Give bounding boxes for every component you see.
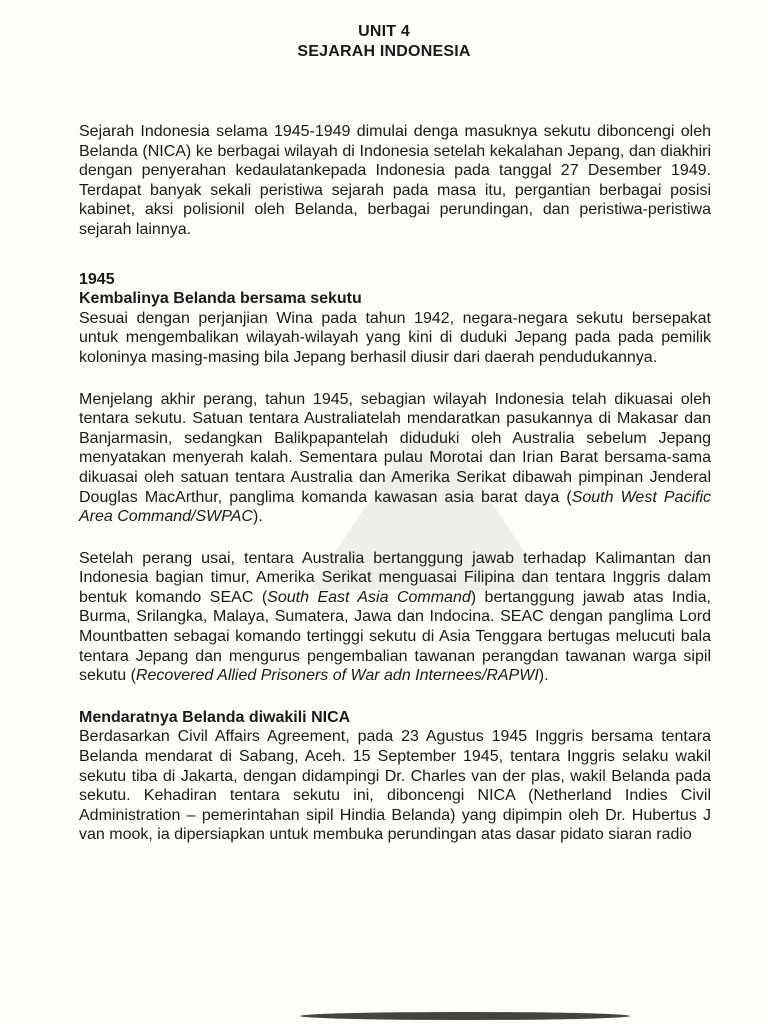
p3-b: ) bertanggung jawab atas India, Burma, Srilangka, Malaya, Sumatera, Jawa dan Indocina. SEAC dengan panglima Lord Mountbatten sebagai komando tertinggi sekutu di Asia Tenggara bertugas melucuti bala tentara Jepang dan mengurus pengembalian tawanan perangdan tawanan warga sipil sekutu ( — [79, 588, 712, 685]
section-heading-mendaratnya: Mendaratnya Belanda diwakili NICA — [79, 708, 351, 726]
section-year: 1945 — [79, 270, 115, 288]
page-bottom-shadow — [300, 1012, 630, 1020]
p2-italic: South West Pacific Area Command/SWPAC — [79, 488, 711, 526]
section1-paragraph-1: Sesuai dengan perjanjian Wina pada tahun 1942, negara-negara sekutu bersepakat untuk mengembalikan wilayah-wilayah yang kini di duduki Jepang pada pada pemilik koloninya masing-masing bila Jepang berhasil diusir dari daerah pendudukannya. — [79, 309, 711, 366]
p3-italic-1: South East Asia Command — [267, 588, 471, 606]
document-header — [0, 22, 768, 62]
document-body — [79, 122, 711, 845]
p2-text: Menjelang akhir perang, tahun 1945, sebagian wilayah Indonesia telah dikuasai oleh tentara sekutu. Satuan tentara Australiatelah mendaratkan pasukannya di Makasar dan Banjarmasin, sedangkan Balikpapantelah diduduki oleh Australia sebelum Jepang menyatakan menyerah kalah. Sementara pulau Morotai dan Irian Barat bersama-sama dikuasai oleh satuan tentara Australia dan Amerika Serikat dibawah pimpinan Jenderal Douglas MacArthur, panglima komanda kawasan asia barat daya ( — [79, 390, 711, 506]
unit-label: UNIT 4 — [358, 23, 410, 40]
p3-a: Setelah perang usai, tentara Australia bertanggung jawab terhadap Kalimantan dan Indonesia bagian timur, Amerika Serikat menguasai Filipina dan tentara Inggris dalam bentuk komando SEAC ( — [79, 549, 711, 606]
section-heading-kembalinya: Kembalinya Belanda bersama sekutu — [79, 290, 362, 308]
p3-italic-2: Recovered Allied Prisoners of War adn Internees/RAPWI — [135, 667, 539, 685]
section1-paragraph-2 — [79, 390, 711, 527]
section1-paragraph-3 — [79, 549, 711, 686]
p2-end: ). — [252, 508, 263, 526]
document-title: SEJARAH INDONESIA — [297, 43, 471, 60]
p3-end: ). — [538, 667, 549, 685]
intro-paragraph: Sejarah Indonesia selama 1945-1949 dimulai denga masuknya sekutu diboncengi oleh Belanda (NICA) ke berbagai wilayah di Indonesia setelah kekalahan Jepang, dan diakhiri dengan penyerahan kedaulatankepada Indonesia pada tanggal 27 Desember 1949. Terdapat banyak sekali peristiwa sejarah pada masa itu, pergantian berbagai posisi kabinet, aksi polisionil oleh Belanda, berbagai perundingan, dan peristiwa-peristiwa sejarah lainnya. — [79, 123, 711, 238]
section2-paragraph-1: Berdasarkan Civil Affairs Agreement, pada 23 Agustus 1945 Inggris bersama tentara Belanda mendarat di Sabang, Aceh. 15 September 1945, tentara Inggris selaku wakil sekutu tiba di Jakarta, dengan didampingi Dr. Charles van der plas, wakil Belanda pada sekutu. Kehadiran tentara sekutu ini, diboncengi NICA (Netherland Indies Civil Administration – pemerintahan sipil Hindia Belanda) yang dipimpin oleh Dr. Hubertus J van mook, ia dipersiapkan untuk membuka perundingan atas dasar pidato siaran radio — [79, 728, 711, 844]
